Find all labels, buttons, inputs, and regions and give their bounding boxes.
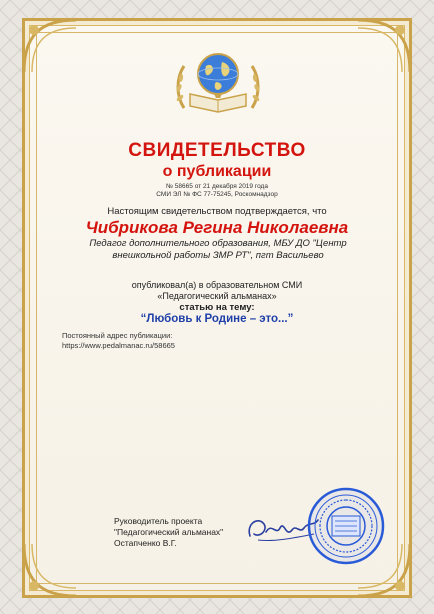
media-name: «Педагогический альманах»	[157, 291, 277, 301]
confirmation-text: Настоящим свидетельством подтверждается, что	[107, 206, 327, 217]
signer-project: "Педагогический альманах"	[114, 527, 224, 537]
article-title: “Любовь к Родине – это...”	[140, 313, 294, 325]
signer-name: Остапченко В.Г.	[114, 538, 177, 548]
round-blue-stamp	[306, 486, 386, 566]
certificate-subtitle: о публикации	[162, 163, 272, 180]
corner-ornament-top-right	[354, 16, 414, 76]
signer-title: Руководитель проекта	[114, 516, 203, 526]
certificate-title: СВИДЕТЕЛЬСТВО	[128, 140, 306, 161]
address-url[interactable]: https://www.pedalmanac.ru/58665	[62, 341, 175, 350]
recipient-position: Педагог дополнительного образования, МБУ ДО "Центр внешкольной работы ЗМР РТ", пгт Васильево	[89, 238, 347, 261]
corner-ornament-top-left	[20, 16, 80, 76]
address-label: Постоянный адрес публикации:	[62, 331, 173, 340]
published-text: опубликовал(а) в образовательном СМИ	[131, 280, 303, 290]
signer-block	[114, 516, 223, 549]
recipient-name: Чибрикова Регина Николаевна	[85, 218, 349, 237]
article-intro: статью на тему:	[179, 302, 255, 313]
globe-book-laurel-emblem	[170, 42, 266, 122]
corner-ornament-bottom-left	[20, 540, 80, 600]
registration-number: № 58665 от 21 декабря 2019 года	[166, 183, 268, 190]
media-registration: СМИ ЭЛ № ФС 77-75245, Роскомнадзор	[156, 191, 278, 198]
